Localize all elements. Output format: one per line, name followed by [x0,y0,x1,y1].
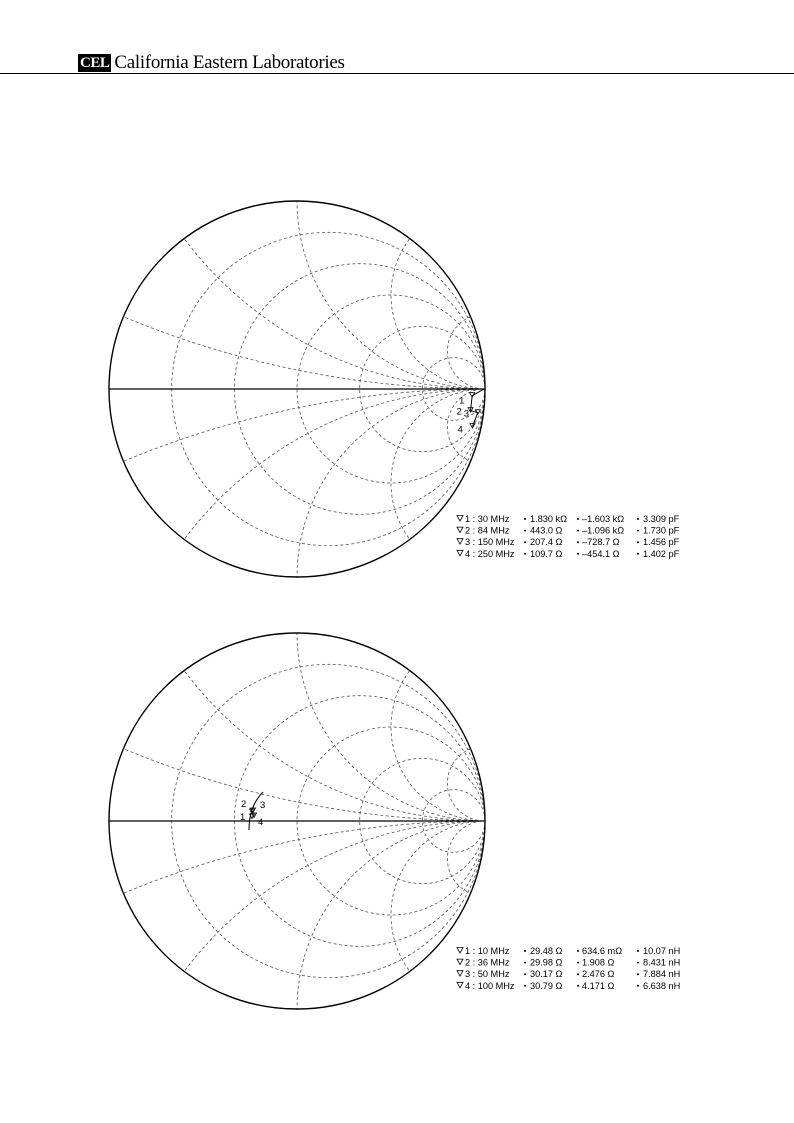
marker-number: 3 [260,800,266,811]
marker-dot [637,950,639,952]
reactance-arc [297,190,673,389]
marker-dot [577,985,579,987]
marker-resistance: 1.830 kΩ [530,514,568,524]
reactance-arc [0,622,794,821]
marker-number: 4 [457,424,463,436]
marker-dot [577,530,579,532]
marker-dot [577,962,579,964]
marker-dot [524,962,526,964]
marker-equivalent: 8.431 nH [643,957,681,968]
reactance-arc [0,190,794,389]
marker-dot [577,973,579,975]
marker-triangle-icon [457,971,463,977]
marker-resistance: 207.4 Ω [530,537,563,548]
marker-reactance: 634.6 mΩ [582,946,623,956]
reactance-arc [0,821,794,1042]
marker-reactance: –454.1 Ω [582,548,620,559]
marker-label: 3 : 150 MHz [465,537,515,548]
reactance-arc [109,190,794,389]
marker-triangle-icon [457,539,463,545]
reactance-arc [297,389,673,610]
marker-dot [524,530,526,532]
company-logo: CEL [80,55,110,71]
marker-reactance: 2.476 Ω [582,969,615,980]
reactance-arc [391,201,579,389]
smith-chart-capacitive [0,190,794,610]
marker-resistance: 29.48 Ω [530,946,563,956]
marker-equivalent: 1.730 pF [643,525,680,536]
smith-chart-inductive [0,622,794,1042]
marker-dot [524,541,526,543]
marker-reactance: –728.7 Ω [582,537,620,548]
marker-resistance: 30.79 Ω [530,980,563,991]
marker-dot [637,962,639,964]
marker-reactance: 4.171 Ω [582,980,615,991]
marker-label: 3 : 50 MHz [465,969,510,980]
marker-label: 4 : 250 MHz [465,548,515,559]
reactance-arc [109,622,794,821]
marker-dot [524,518,526,520]
marker-dot [524,985,526,987]
header [78,52,345,74]
marker-label: 1 : 10 MHz [465,946,510,956]
marker-number: 3 [463,408,470,420]
marker-equivalent: 3.309 pF [643,514,680,524]
marker-reactance: 1.908 Ω [582,957,615,968]
marker-equivalent: 10.07 nH [643,946,681,956]
marker-equivalent: 1.456 pF [643,537,680,548]
reactance-arc [297,821,673,1042]
reactance-arc [297,622,673,821]
header-rule [0,73,794,74]
marker-dot [637,973,639,975]
reactance-arc [391,633,579,821]
marker-equivalent: 6.638 nH [643,980,681,991]
reactance-arc [109,821,794,1042]
marker-triangle-icon [457,527,463,533]
marker-resistance: 443.0 Ω [530,525,563,536]
marker-dot [637,530,639,532]
marker-equivalent: 7.884 nH [643,969,681,980]
marker-triangle-icon [457,516,463,522]
marker-dot [637,518,639,520]
marker-resistance: 30.17 Ω [530,969,563,980]
marker-dot [577,553,579,555]
marker-label: 2 : 36 MHz [465,957,510,968]
marker-dot [637,541,639,543]
marker-reactance: –1.603 kΩ [582,514,625,524]
marker-triangle-icon [457,550,463,556]
company-name: California Eastern Laboratories [114,52,345,73]
marker-dot [524,950,526,952]
marker-dot [524,553,526,555]
marker-dot [524,973,526,975]
marker-reactance: –1.096 kΩ [582,525,625,536]
marker-label: 1 : 30 MHz [465,514,510,524]
marker-dot [577,950,579,952]
marker-triangle-icon [457,948,463,954]
marker-triangle-icon [457,982,463,988]
marker-resistance: 109.7 Ω [530,548,563,559]
reactance-arc [109,389,794,610]
marker-dot [637,985,639,987]
marker-number: 2 [456,406,462,418]
marker-equivalent: 1.402 pF [643,548,680,559]
marker-number: 2 [241,799,247,810]
marker-label: 4 : 100 MHz [465,980,515,991]
reactance-arc [0,389,794,610]
marker-dot [637,553,639,555]
marker-label: 2 : 84 MHz [465,525,510,536]
marker-number: 1 [459,395,465,407]
marker-resistance: 29.98 Ω [530,957,563,968]
marker-dot [577,518,579,520]
marker-number: 4 [258,817,264,828]
marker-number: 1 [240,812,246,823]
marker-dot [577,541,579,543]
marker-triangle-icon [457,959,463,965]
